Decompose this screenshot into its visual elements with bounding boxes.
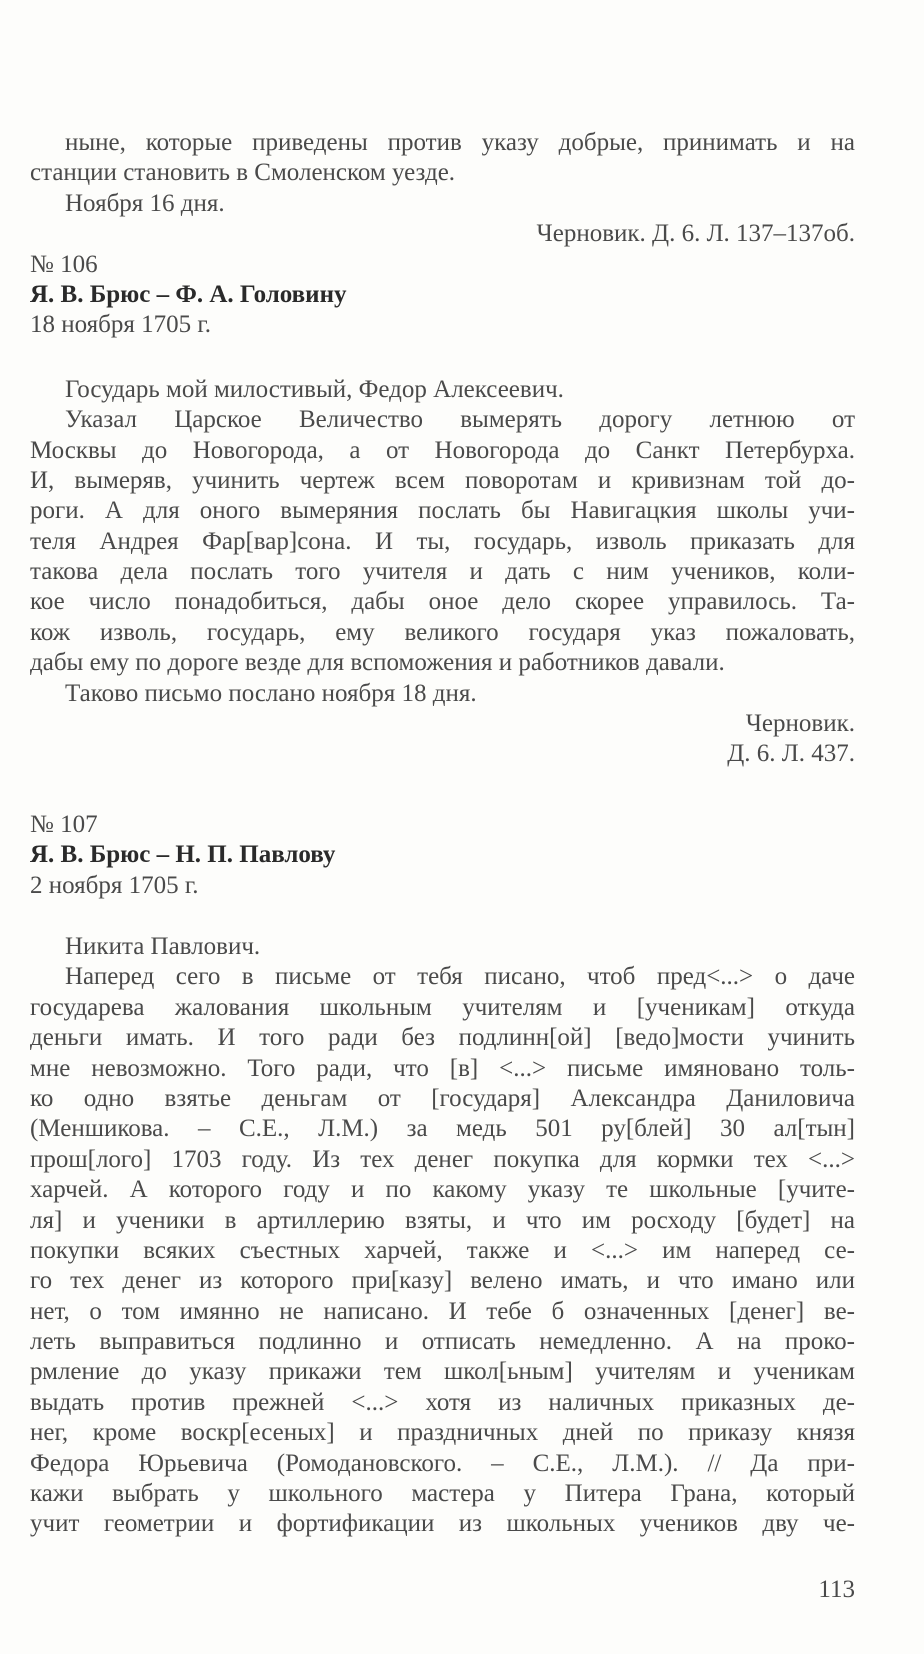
document-date: 2 ноября 1705 г.: [30, 871, 199, 899]
paragraph-line: мне невозможно. Того ради, что [в] <...> письме имяновано толь-: [30, 1054, 855, 1082]
paragraph-line: кажи выбрать у школьного мастера у Питера Грана, который: [30, 1480, 855, 1508]
paragraph-line: го тех денег из которого при[казу] велено имать, и что имано или: [30, 1267, 855, 1295]
paragraph-line: ко одно взятье деньгам от [государя] Александра Даниловича: [30, 1084, 855, 1112]
greeting: Никита Павлович.: [65, 932, 261, 960]
paragraph-line: прош[лого] 1703 году. Из тех денег покупка для кормки тех <...>: [30, 1145, 855, 1173]
paragraph-line: дабы ему по дороге везде для вспоможения и работников давали.: [30, 649, 725, 677]
paragraph-line: станции становить в Смоленском уезде.: [30, 159, 456, 187]
paragraph-line: Таково письмо послано ноября 18 дня.: [65, 679, 477, 707]
document-number: № 106: [30, 250, 98, 278]
paragraph-line: рмление до указу прикажи тем школ[ьным] учителям и ученикам: [30, 1358, 855, 1386]
paragraph-line: деньги имать. И того ради без подлинн[ой] [ведо]мости учинить: [30, 1024, 855, 1052]
paragraph-line: Федора Юрьевича (Ромодановского. – С.Е., Л.М.). // Да при-: [30, 1449, 855, 1477]
greeting: Государь мой милостивый, Федор Алексеевич.: [65, 375, 564, 403]
page-number: 113: [818, 1575, 855, 1603]
paragraph-line: кож изволь, государь, ему великого государя указ пожаловать,: [30, 618, 855, 646]
paragraph-line: роги. А для оного вымеряния послать бы Навигацкия школы учи-: [30, 497, 855, 525]
document-date: 18 ноября 1705 г.: [30, 311, 212, 339]
document-title: Я. В. Брюс – Ф. А. Головину: [30, 280, 347, 308]
paragraph-line: харчей. А которого году и по какому указу те школьные [учите-: [30, 1176, 855, 1204]
paragraph-line: выдать против прежней <...> хотя из наличных приказных де-: [30, 1388, 855, 1416]
paragraph-line: Наперед сего в письме от тебя писано, чтоб пред<...> о даче: [65, 963, 855, 991]
paragraph-line: леть выправиться подлинно и отписать немедленно. А на проко-: [30, 1328, 855, 1356]
paragraph-line: Москвы до Новогорода, а от Новогорода до Санкт Петербурха.: [30, 436, 855, 464]
document-number: № 107: [30, 810, 98, 838]
paragraph-line: государева жалования школьным учителям и [ученикам] откуда: [30, 993, 855, 1021]
paragraph-line: нег, кроме воскр[есеных] и праздничных дней по приказу князя: [30, 1419, 855, 1447]
paragraph-line: И, вымеряв, учинить чертеж всем поворотам и кривизнам той до-: [30, 466, 855, 494]
document-title: Я. В. Брюс – Н. П. Павлову: [30, 841, 336, 869]
paragraph-line: кое число понадобиться, дабы оное дело скорее управилось. Та-: [30, 588, 855, 616]
archive-reference: Черновик. Д. 6. Л. 137–137об.: [536, 220, 855, 248]
archive-reference: Черновик.: [745, 710, 855, 738]
paragraph-line: (Меншикова. – С.Е., Л.М.) за медь 501 ру[блей] 30 ал[тын]: [30, 1115, 855, 1143]
paragraph-line: ныне, которые приведены против указу добрые, принимать и на: [65, 129, 855, 156]
paragraph-line: ля] и ученики в артиллерию взяты, и что им росходу [будет] на: [30, 1206, 855, 1234]
paragraph-line: нет, о том имянно не написано. И тебе б означенных [денег] ве-: [30, 1297, 855, 1325]
paragraph-line: теля Андрея Фар[вар]сона. И ты, государь, изволь приказать для: [30, 527, 855, 555]
paragraph-line: Указал Царское Величество вымерять дорогу летнюю от: [65, 406, 855, 434]
paragraph-line: Ноября 16 дня.: [65, 189, 225, 217]
archive-reference: Д. 6. Л. 437.: [727, 740, 855, 768]
paragraph-line: учит геометрии и фортификации из школьных учеников дву че-: [30, 1510, 855, 1538]
paragraph-line: покупки всяких съестных харчей, также и <...> им наперед се-: [30, 1236, 855, 1264]
document-page: [30, 128, 855, 1605]
paragraph-line: такова дела послать того учителя и дать с ним учеников, коли-: [30, 558, 855, 586]
